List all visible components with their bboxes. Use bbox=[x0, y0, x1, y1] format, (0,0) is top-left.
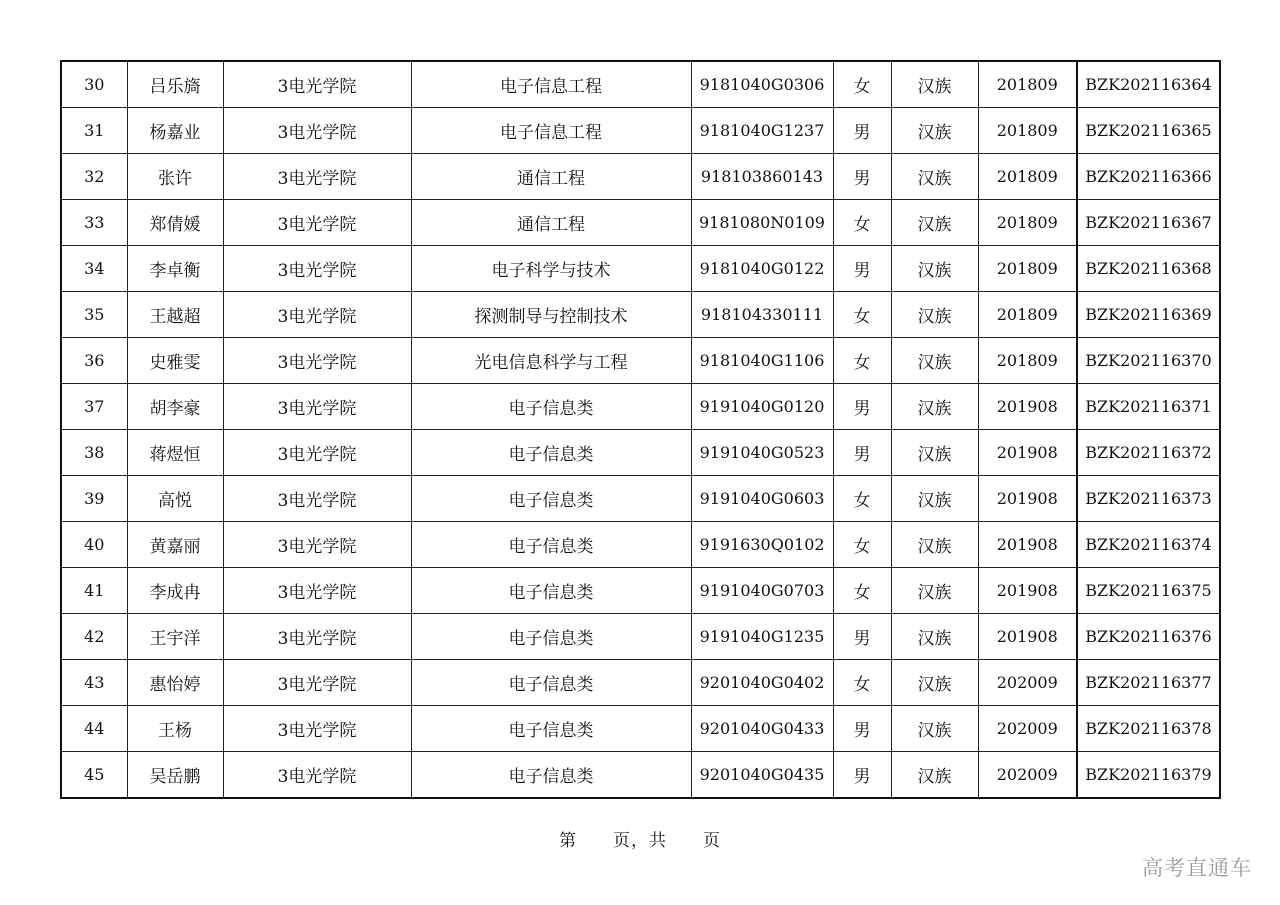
ethnicity-cell: 汉族 bbox=[891, 292, 978, 338]
major-cell: 电子信息工程 bbox=[411, 108, 691, 154]
student-id-cell: 9191630Q0102 bbox=[691, 522, 833, 568]
student-id-cell: 9191040G0603 bbox=[691, 476, 833, 522]
roster-body bbox=[61, 61, 1220, 798]
major-cell: 通信工程 bbox=[411, 200, 691, 246]
row-number-cell: 44 bbox=[61, 706, 127, 752]
gender-cell: 男 bbox=[833, 108, 891, 154]
certificate-number-cell: BZK202116368 bbox=[1077, 246, 1220, 292]
ethnicity-cell: 汉族 bbox=[891, 660, 978, 706]
ethnicity-cell: 汉族 bbox=[891, 61, 978, 108]
table-row bbox=[61, 522, 1220, 568]
row-number-cell: 42 bbox=[61, 614, 127, 660]
gender-cell: 女 bbox=[833, 338, 891, 384]
gender-cell: 女 bbox=[833, 660, 891, 706]
table-row bbox=[61, 752, 1220, 799]
college-cell: 3电光学院 bbox=[223, 706, 411, 752]
gender-cell: 女 bbox=[833, 476, 891, 522]
major-cell: 探测制导与控制技术 bbox=[411, 292, 691, 338]
student-id-cell: 9191040G0703 bbox=[691, 568, 833, 614]
major-cell: 电子信息类 bbox=[411, 476, 691, 522]
student-id-cell: 9201040G0433 bbox=[691, 706, 833, 752]
student-name-cell: 王宇洋 bbox=[127, 614, 223, 660]
table-row bbox=[61, 476, 1220, 522]
ethnicity-cell: 汉族 bbox=[891, 706, 978, 752]
college-cell: 3电光学院 bbox=[223, 568, 411, 614]
student-id-cell: 918104330111 bbox=[691, 292, 833, 338]
row-number-cell: 35 bbox=[61, 292, 127, 338]
gender-cell: 女 bbox=[833, 292, 891, 338]
student-name-cell: 王杨 bbox=[127, 706, 223, 752]
ethnicity-cell: 汉族 bbox=[891, 200, 978, 246]
ethnicity-cell: 汉族 bbox=[891, 154, 978, 200]
certificate-number-cell: BZK202116376 bbox=[1077, 614, 1220, 660]
row-number-cell: 40 bbox=[61, 522, 127, 568]
major-cell: 电子信息类 bbox=[411, 706, 691, 752]
row-number-cell: 34 bbox=[61, 246, 127, 292]
row-number-cell: 43 bbox=[61, 660, 127, 706]
major-cell: 电子信息类 bbox=[411, 522, 691, 568]
enrollment-date-cell: 201809 bbox=[978, 338, 1077, 384]
table-row bbox=[61, 660, 1220, 706]
major-cell: 电子科学与技术 bbox=[411, 246, 691, 292]
enrollment-date-cell: 201809 bbox=[978, 154, 1077, 200]
student-id-cell: 9201040G0435 bbox=[691, 752, 833, 799]
enrollment-date-cell: 201809 bbox=[978, 61, 1077, 108]
row-number-cell: 39 bbox=[61, 476, 127, 522]
student-id-cell: 9181080N0109 bbox=[691, 200, 833, 246]
certificate-number-cell: BZK202116375 bbox=[1077, 568, 1220, 614]
college-cell: 3电光学院 bbox=[223, 476, 411, 522]
enrollment-date-cell: 202009 bbox=[978, 706, 1077, 752]
college-cell: 3电光学院 bbox=[223, 292, 411, 338]
major-cell: 电子信息类 bbox=[411, 430, 691, 476]
page-mid: 页，共 bbox=[613, 831, 667, 851]
college-cell: 3电光学院 bbox=[223, 246, 411, 292]
table-row bbox=[61, 430, 1220, 476]
row-number-cell: 45 bbox=[61, 752, 127, 799]
certificate-number-cell: BZK202116374 bbox=[1077, 522, 1220, 568]
student-name-cell: 王越超 bbox=[127, 292, 223, 338]
student-name-cell: 蒋煜恒 bbox=[127, 430, 223, 476]
table-row bbox=[61, 108, 1220, 154]
table-row bbox=[61, 200, 1220, 246]
college-cell: 3电光学院 bbox=[223, 154, 411, 200]
student-name-cell: 李成冉 bbox=[127, 568, 223, 614]
gender-cell: 女 bbox=[833, 200, 891, 246]
enrollment-date-cell: 201809 bbox=[978, 108, 1077, 154]
table-row bbox=[61, 568, 1220, 614]
ethnicity-cell: 汉族 bbox=[891, 476, 978, 522]
gender-cell: 男 bbox=[833, 246, 891, 292]
table-row bbox=[61, 246, 1220, 292]
student-name-cell: 惠怡婷 bbox=[127, 660, 223, 706]
certificate-number-cell: BZK202116377 bbox=[1077, 660, 1220, 706]
enrollment-date-cell: 201809 bbox=[978, 200, 1077, 246]
ethnicity-cell: 汉族 bbox=[891, 568, 978, 614]
student-id-cell: 9201040G0402 bbox=[691, 660, 833, 706]
page-prefix: 第 bbox=[559, 831, 577, 851]
certificate-number-cell: BZK202116370 bbox=[1077, 338, 1220, 384]
gender-cell: 男 bbox=[833, 430, 891, 476]
major-cell: 通信工程 bbox=[411, 154, 691, 200]
enrollment-date-cell: 201908 bbox=[978, 614, 1077, 660]
student-name-cell: 黄嘉丽 bbox=[127, 522, 223, 568]
table-row bbox=[61, 292, 1220, 338]
certificate-number-cell: BZK202116366 bbox=[1077, 154, 1220, 200]
college-cell: 3电光学院 bbox=[223, 384, 411, 430]
student-id-cell: 9191040G0523 bbox=[691, 430, 833, 476]
row-number-cell: 37 bbox=[61, 384, 127, 430]
certificate-number-cell: BZK202116378 bbox=[1077, 706, 1220, 752]
table-row bbox=[61, 384, 1220, 430]
ethnicity-cell: 汉族 bbox=[891, 384, 978, 430]
gender-cell: 女 bbox=[833, 522, 891, 568]
major-cell: 电子信息工程 bbox=[411, 61, 691, 108]
student-name-cell: 郑倩媛 bbox=[127, 200, 223, 246]
ethnicity-cell: 汉族 bbox=[891, 338, 978, 384]
enrollment-date-cell: 201908 bbox=[978, 430, 1077, 476]
major-cell: 电子信息类 bbox=[411, 568, 691, 614]
major-cell: 光电信息科学与工程 bbox=[411, 338, 691, 384]
row-number-cell: 31 bbox=[61, 108, 127, 154]
certificate-number-cell: BZK202116379 bbox=[1077, 752, 1220, 799]
enrollment-date-cell: 201809 bbox=[978, 246, 1077, 292]
student-id-cell: 9181040G0122 bbox=[691, 246, 833, 292]
ethnicity-cell: 汉族 bbox=[891, 614, 978, 660]
table-row bbox=[61, 614, 1220, 660]
gender-cell: 女 bbox=[833, 61, 891, 108]
student-id-cell: 9191040G0120 bbox=[691, 384, 833, 430]
row-number-cell: 38 bbox=[61, 430, 127, 476]
row-number-cell: 30 bbox=[61, 61, 127, 108]
certificate-number-cell: BZK202116371 bbox=[1077, 384, 1220, 430]
ethnicity-cell: 汉族 bbox=[891, 430, 978, 476]
enrollment-date-cell: 202009 bbox=[978, 752, 1077, 799]
student-name-cell: 张许 bbox=[127, 154, 223, 200]
major-cell: 电子信息类 bbox=[411, 752, 691, 799]
student-roster-table bbox=[60, 60, 1221, 799]
certificate-number-cell: BZK202116369 bbox=[1077, 292, 1220, 338]
college-cell: 3电光学院 bbox=[223, 522, 411, 568]
ethnicity-cell: 汉族 bbox=[891, 246, 978, 292]
page-footer bbox=[0, 826, 1280, 851]
certificate-number-cell: BZK202116373 bbox=[1077, 476, 1220, 522]
enrollment-date-cell: 201809 bbox=[978, 292, 1077, 338]
ethnicity-cell: 汉族 bbox=[891, 522, 978, 568]
college-cell: 3电光学院 bbox=[223, 614, 411, 660]
student-name-cell: 吴岳鹏 bbox=[127, 752, 223, 799]
student-name-cell: 杨嘉业 bbox=[127, 108, 223, 154]
student-name-cell: 胡李豪 bbox=[127, 384, 223, 430]
student-id-cell: 918103860143 bbox=[691, 154, 833, 200]
certificate-number-cell: BZK202116372 bbox=[1077, 430, 1220, 476]
row-number-cell: 41 bbox=[61, 568, 127, 614]
college-cell: 3电光学院 bbox=[223, 108, 411, 154]
ethnicity-cell: 汉族 bbox=[891, 108, 978, 154]
table-row bbox=[61, 61, 1220, 108]
enrollment-date-cell: 201908 bbox=[978, 568, 1077, 614]
gender-cell: 男 bbox=[833, 614, 891, 660]
enrollment-date-cell: 202009 bbox=[978, 660, 1077, 706]
gender-cell: 男 bbox=[833, 752, 891, 799]
enrollment-date-cell: 201908 bbox=[978, 384, 1077, 430]
certificate-number-cell: BZK202116364 bbox=[1077, 61, 1220, 108]
table-row bbox=[61, 706, 1220, 752]
college-cell: 3电光学院 bbox=[223, 200, 411, 246]
major-cell: 电子信息类 bbox=[411, 660, 691, 706]
ethnicity-cell: 汉族 bbox=[891, 752, 978, 799]
enrollment-date-cell: 201908 bbox=[978, 476, 1077, 522]
student-name-cell: 高悦 bbox=[127, 476, 223, 522]
student-id-cell: 9181040G1106 bbox=[691, 338, 833, 384]
row-number-cell: 32 bbox=[61, 154, 127, 200]
major-cell: 电子信息类 bbox=[411, 384, 691, 430]
student-name-cell: 李卓衡 bbox=[127, 246, 223, 292]
major-cell: 电子信息类 bbox=[411, 614, 691, 660]
certificate-number-cell: BZK202116367 bbox=[1077, 200, 1220, 246]
college-cell: 3电光学院 bbox=[223, 752, 411, 799]
row-number-cell: 36 bbox=[61, 338, 127, 384]
row-number-cell: 33 bbox=[61, 200, 127, 246]
college-cell: 3电光学院 bbox=[223, 338, 411, 384]
college-cell: 3电光学院 bbox=[223, 61, 411, 108]
student-name-cell: 吕乐旖 bbox=[127, 61, 223, 108]
college-cell: 3电光学院 bbox=[223, 660, 411, 706]
student-id-cell: 9181040G0306 bbox=[691, 61, 833, 108]
college-cell: 3电光学院 bbox=[223, 430, 411, 476]
gender-cell: 男 bbox=[833, 706, 891, 752]
certificate-number-cell: BZK202116365 bbox=[1077, 108, 1220, 154]
watermark-logo: 高考直通车 bbox=[1142, 856, 1252, 880]
gender-cell: 男 bbox=[833, 154, 891, 200]
gender-cell: 男 bbox=[833, 384, 891, 430]
student-id-cell: 9191040G1235 bbox=[691, 614, 833, 660]
page-suffix: 页 bbox=[703, 831, 721, 851]
table-row bbox=[61, 154, 1220, 200]
student-name-cell: 史雅雯 bbox=[127, 338, 223, 384]
enrollment-date-cell: 201908 bbox=[978, 522, 1077, 568]
gender-cell: 女 bbox=[833, 568, 891, 614]
table-row bbox=[61, 338, 1220, 384]
student-id-cell: 9181040G1237 bbox=[691, 108, 833, 154]
